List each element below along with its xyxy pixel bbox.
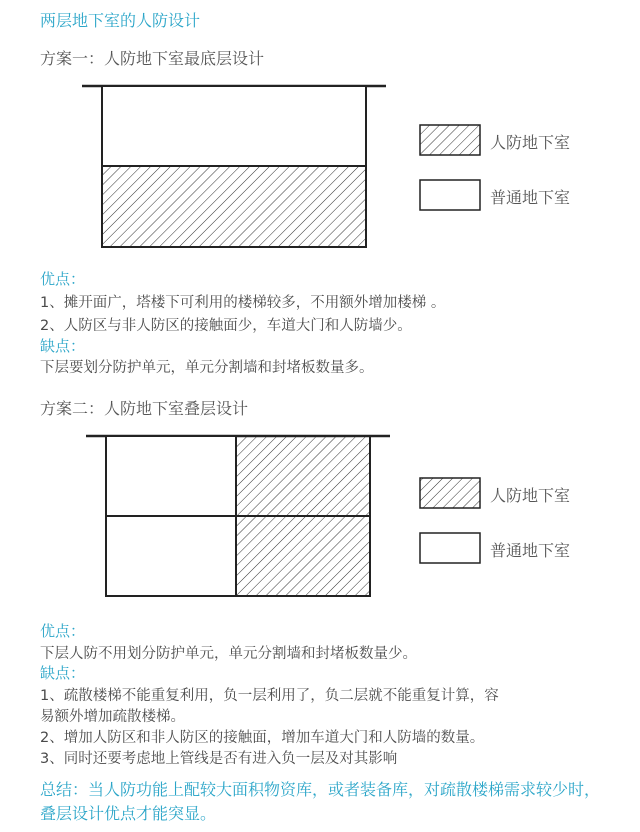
scheme1-pros-item: 2、人防区与非人防区的接触面少，车道大门和人防墙少。	[40, 318, 412, 334]
scheme1-pros-item: 1、摊开面广，塔楼下可利用的楼梯较多，不用额外增加楼梯 。	[40, 295, 446, 311]
summary: 总结：当人防功能上配较大面积物资库，或者装备库，对疏散楼梯需求较少时，叠层设计优点才能突显。	[40, 780, 601, 823]
scheme2-cons-item: 3、同时还要考虑地上管线是否有进入负一层及对其影响	[40, 751, 398, 767]
scheme2-cons-item: 1、疏散楼梯不能重复利用，负一层利用了，负二层就不能重复计算，容	[40, 688, 499, 704]
scheme2-lower-left-plain	[106, 516, 236, 596]
scheme1-diagram	[82, 86, 386, 247]
scheme1-upper-level	[102, 86, 366, 166]
scheme2-upper-right-civil-defense	[236, 436, 370, 516]
scheme2-pros-item: 下层人防不用划分防护单元，单元分割墙和封堵板数量少。	[40, 646, 417, 662]
scheme1-cons-label: 缺点：	[40, 337, 86, 355]
scheme1-heading: 方案一：人防地下室最底层设计	[40, 49, 265, 68]
scheme2-legend-hatched-label: 人防地下室	[490, 486, 571, 505]
scheme2-cons-label: 缺点：	[40, 664, 86, 682]
scheme2-lower-right-civil-defense	[236, 516, 370, 596]
scheme1-legend-hatched-label: 人防地下室	[490, 133, 571, 152]
scheme2-legend-plain-label: 普通地下室	[490, 541, 571, 560]
scheme2-cons-item: 2、增加人防区和非人防区的接触面，增加车道大门和人防墙的数量。	[40, 730, 485, 746]
page-title: 两层地下室的人防设计	[40, 11, 201, 30]
scheme2-upper-left-plain	[106, 436, 236, 516]
scheme2-legend-hatched-swatch	[420, 478, 480, 508]
scheme1-legend-hatched-swatch	[420, 125, 480, 155]
scheme2-pros-label: 优点：	[40, 622, 86, 640]
scheme1-lower-level-civil-defense	[102, 166, 366, 247]
scheme1-legend-plain-label: 普通地下室	[490, 188, 571, 207]
scheme2-cons-item: 易额外增加疏散楼梯。	[40, 709, 185, 725]
scheme2-diagram	[86, 436, 390, 596]
scheme1-cons-item: 下层要划分防护单元，单元分割墙和封堵板数量多。	[40, 360, 374, 376]
scheme2-legend-plain-swatch	[420, 533, 480, 563]
scheme1-legend-plain-swatch	[420, 180, 480, 210]
scheme1-pros-label: 优点：	[40, 270, 86, 288]
scheme2-heading: 方案二：人防地下室叠层设计	[40, 399, 249, 418]
